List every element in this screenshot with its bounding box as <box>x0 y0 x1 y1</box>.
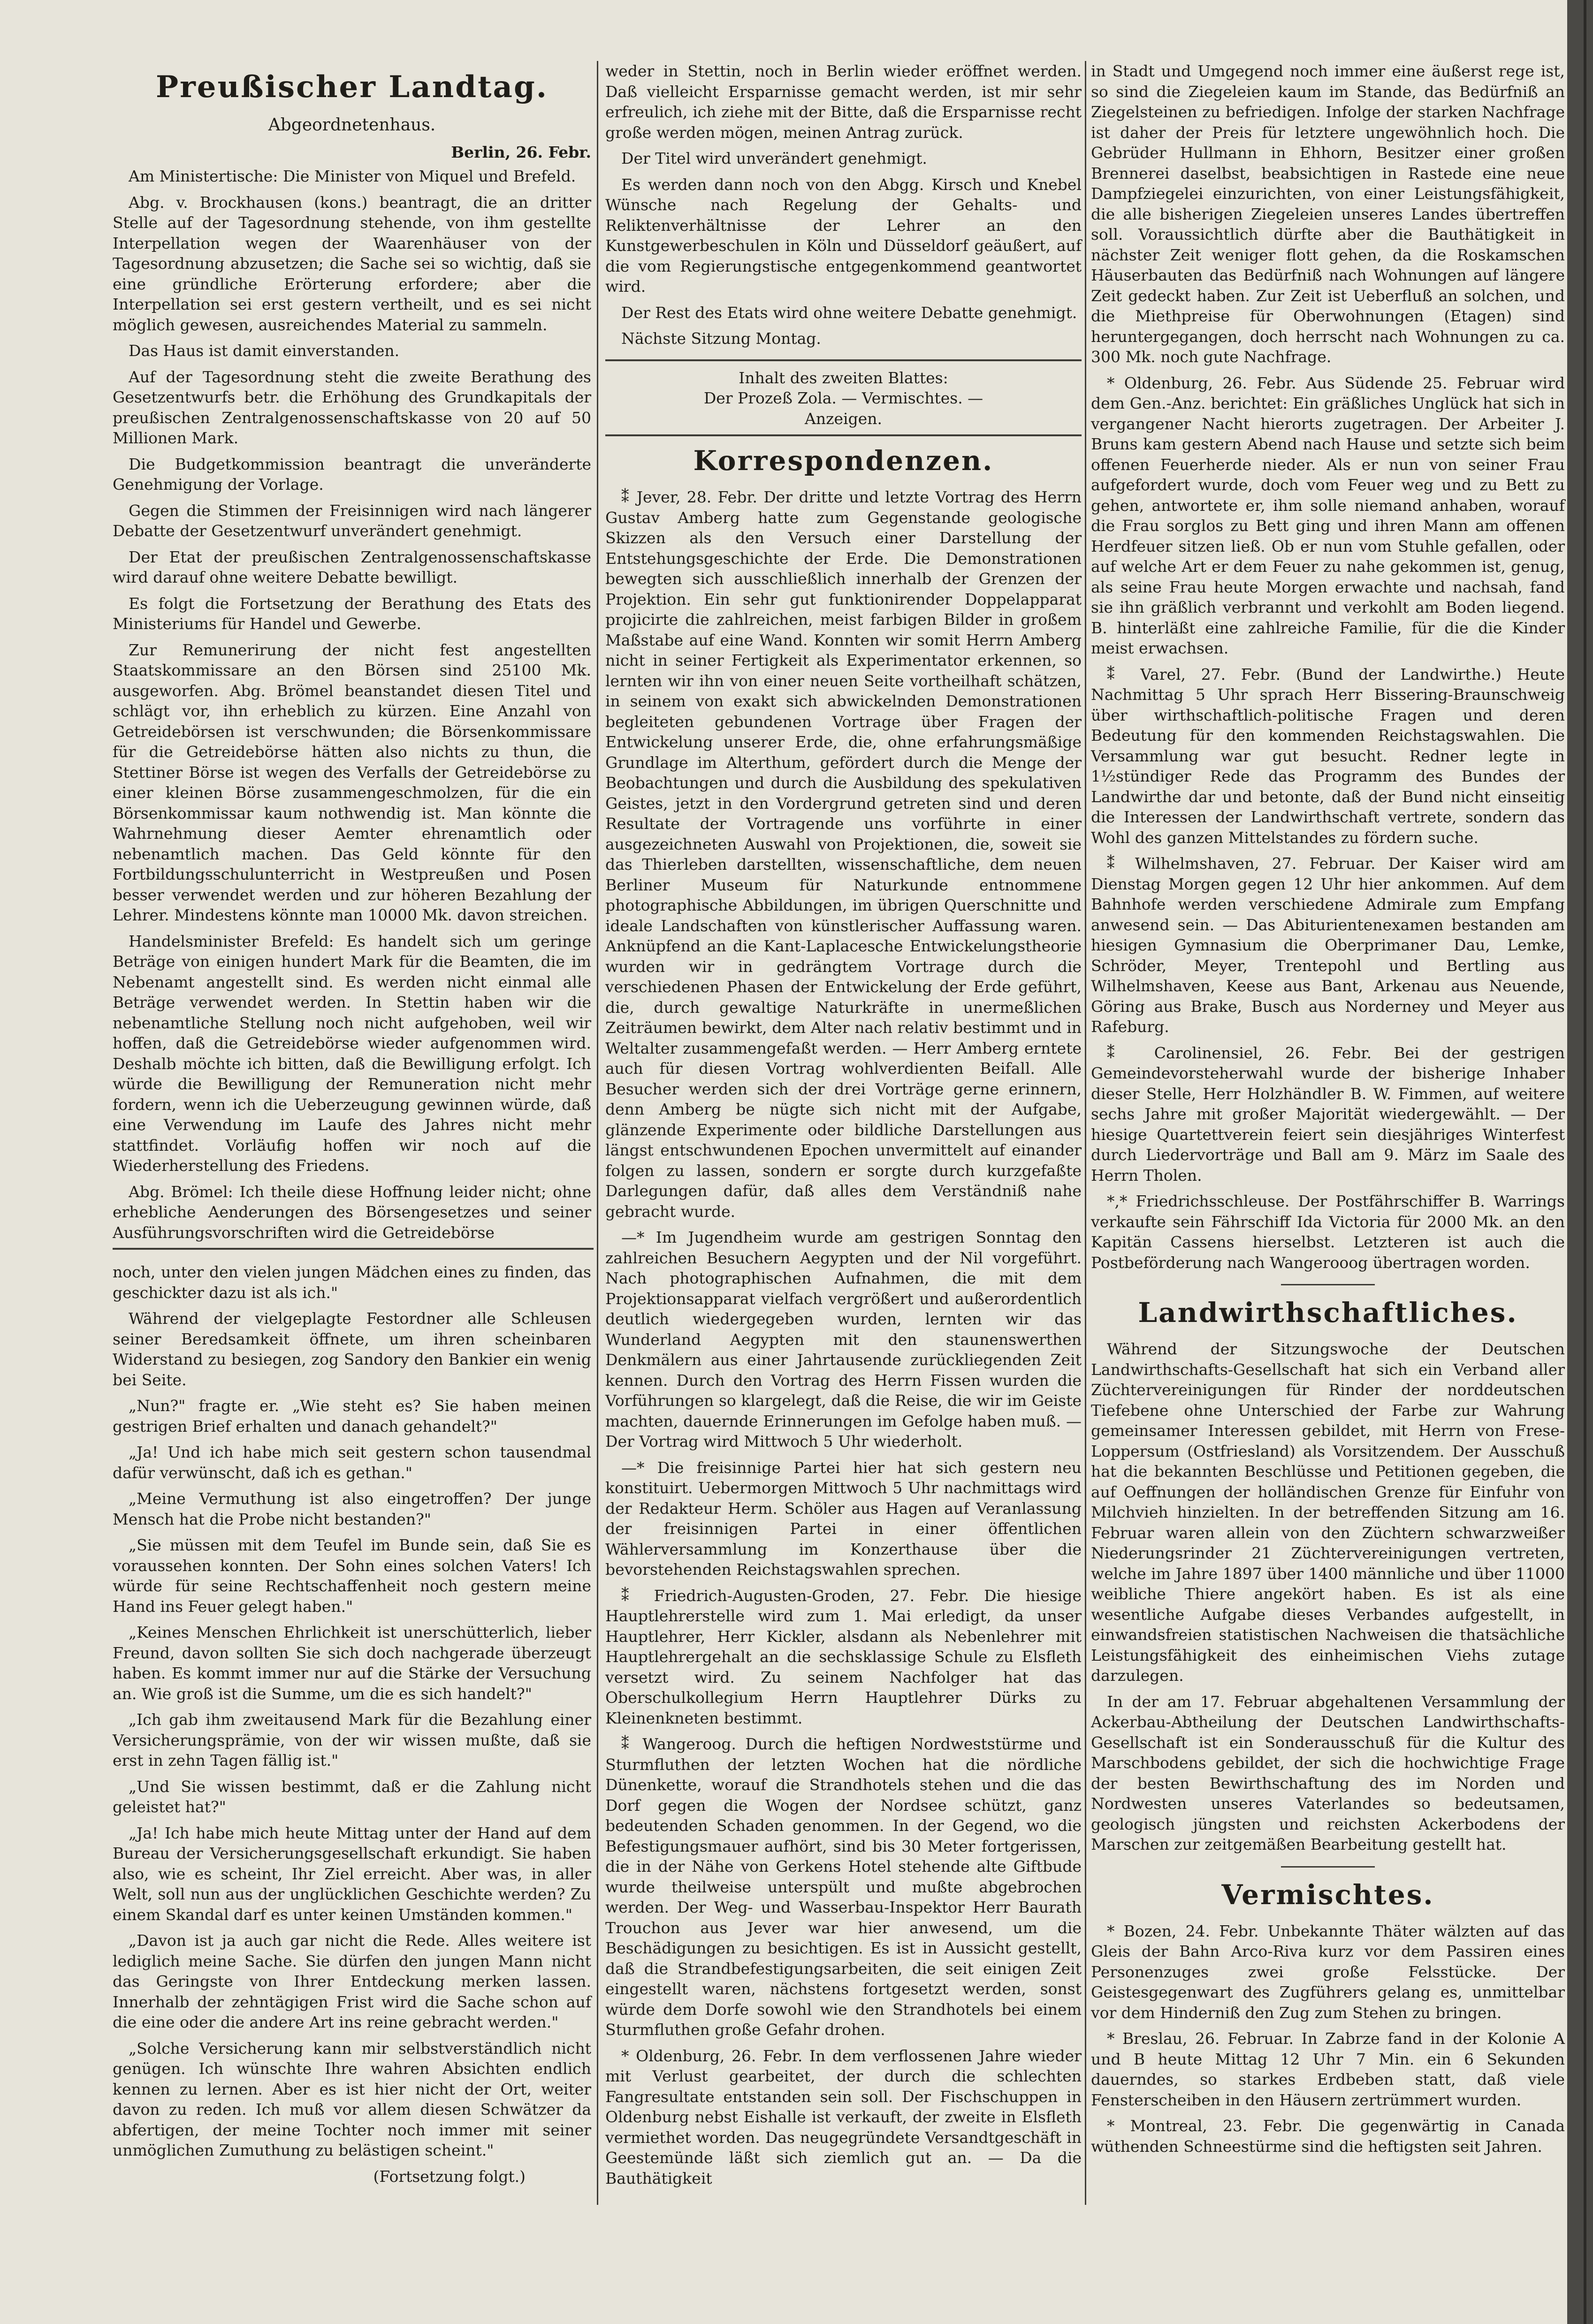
article-paragraph: ⁑ Carolinensiel, 26. Febr. Bei der gestrigen Gemeindevorsteherwahl wurde der bisherige Inhaber dieser Stelle, Herr Holzhändler B. W. Fimmen, auf weitere sechs Jahre mit großer Majorität wiedergewählt. — Der hiesige Quartettverein feiert sein diesjähriges Winterfest durch Liedervorträge und Ball am 9. März im Saale des Herrn Tholen. <box>1091 1043 1565 1185</box>
article-paragraph: Abg. v. Brockhausen (kons.) beantragt, die an dritter Stelle auf der Tagesordnung stehende, von ihm gestellte Interpellation wegen der Waarenhäuser von der Tagesordnung abzusetzen; die Sache sei so wichtig, daß sie eine gründliche Erörterung erfordere; aber die Interpellation sei erst gestern vertheilt, und es sei nicht möglich gewesen, ausreichendes Material zu sammeln. <box>113 193 591 334</box>
article-paragraph: Zur Remunerirung der nicht fest angestellten Staatskommissare an den Börsen sind 25100 Mk. ausgeworfen. Abg. Brömel beanstandet diesen Titel und schlägt vor, ihn erheblich zu kürzen. Eine Anzahl von Getreidebörsen ist verschwunden; die Börsenkommissare für die Getreidebörse hätten also nichts zu thun, die Stettiner Börse ist wegen des Verfalls der Getreidebörse zu einer kleinen Börse zusammengeschmolzen, für die ein Börsenkommissar kaum nothwendig ist. Man könnte die Wahrnehmung dieser Aemter ehrenamtlich oder nebenamtlich machen. Das Geld könnte für den Fortbildungsschulunterricht in Westpreußen und Posen besser verwendet werden und zur höheren Bezahlung der Lehrer. Mindestens könnte man 10000 Mk. davon streichen. <box>113 640 591 924</box>
contents-line: Anzeigen. <box>805 409 882 428</box>
feuilleton-paragraph: „Solche Versicherung kann mir selbstverständlich nicht genügen. Ich wünschte Ihre wahren Absichten endlich kennen zu lernen. Aber es ist hier nicht der Ort, weiter davon zu reden. Ich muß vor allem diesen Schwätzer da abfertigen, der meine Tochter noch immer mit seiner unmöglichen Zumuthung zu belästigen scheint." <box>113 2039 591 2159</box>
landwirthschaft-heading: Landwirthschaftliches. <box>1138 1297 1518 1329</box>
landtag-dateline: Berlin, 26. Febr. <box>451 143 591 161</box>
vermischtes-heading: Vermischtes. <box>1221 1878 1434 1911</box>
article-paragraph: ⁑ Varel, 27. Febr. (Bund der Landwirthe.) Heute Nachmittag 5 Uhr sprach Herr Bissering-Braunschweig über wirthschaftlich-politische Fragen und deren Bedeutung für den kommenden Reichstagswahlen. Die Versammlung war gut besucht. Redner legte in 1½stündiger Rede das Programm des Bundes der Landwirthe dar und betonte, daß der Bund nicht einseitig die Interessen der Landwirthschaft vertrete, sondern das Wohl des ganzen Mittelstandes zu fördern suche. <box>1091 665 1565 847</box>
article-paragraph: * Breslau, 26. Februar. In Zabrze fand in der Kolonie A und B heute Mittag 12 Uhr 7 Min. ein 6 Sekunden dauerndes, so starkes Erdbeben statt, daß viele Fensterscheiben in den Häusern zertrümmert wurden. <box>1091 2029 1565 2109</box>
article-paragraph: ⁑ Wilhelmshaven, 27. Februar. Der Kaiser wird am Dienstag Morgen gegen 12 Uhr hier ankommen. Auf dem Bahnhofe werden verschiedene Admirale zum Empfang anwesend sein. — Das Abiturientenexamen bestanden am hiesigen Gymnasium die Oberprimaner Dau, Lemke, Schröder, Meyer, Trentepohl und Bertling aus Wilhelmshaven, Keese aus Bant, Arkenau aus Neuende, Göring aus Brake, Busch aus Norderney und Meyer aus Rafeburg. <box>1091 854 1565 1036</box>
landtag-subheading: Abgeordnetenhaus. <box>268 115 436 135</box>
article-paragraph: Die Budgetkommission beantragt die unveränderte Genehmigung der Vorlage. <box>113 455 591 494</box>
article-paragraph: in Stadt und Umgegend noch immer eine äußerst rege ist, so sind die Ziegeleien kaum im Stande, das Bedürfniß an Ziegelsteinen zu befriedigen. Infolge der starken Nachfrage ist daher der Preis für letztere ungewöhnlich hoch. Die Gebrüder Hullmann in Ehhorn, Besitzer einer großen Brennerei daselbst, beabsichtigen in Rastede eine neue Dampfziegelei einzurichten, von einer Leistungsfähigkeit, die alle bisherigen Ziegeleien unseres Landes übertreffen soll. Voraussichtlich dürfte aber die Bauthätigkeit in nächster Zeit weniger flott gehen, da die Roskamschen Häuserbauten das Bedürfniß nach Wohnungen auf längere Zeit gedeckt haben. Zur Zeit ist Ueberfluß an solchen, und die Miethpreise für Oberwohnungen (Etagen) sind heruntergegangen, doch herrscht nach Wohnungen zu ca. 300 Mk. noch gute Nachfrage. <box>1091 62 1565 366</box>
column-rule <box>1085 61 1086 2205</box>
article-paragraph: *,* Friedrichsschleuse. Der Postfährschiffer B. Warrings verkaufte sein Fährschiff Ida Victoria für 2000 Mk. an den Kapitän Cassens hierselbst. Letzteren ist auch die Postbeförderung nach Wangerooog übertragen worden. <box>1091 1192 1565 1272</box>
feuilleton-paragraph: noch, unter den vielen jungen Mädchen eines zu finden, das geschickter dazu ist als ich." <box>113 1263 591 1302</box>
column-3 <box>1091 61 1565 2200</box>
feuilleton-paragraph: „Ja! Und ich habe mich seit gestern schon tausendmal dafür verwünscht, daß ich es gethan." <box>113 1443 591 1482</box>
article-paragraph: Abg. Brömel: Ich theile diese Hoffnung leider nicht; ohne erhebliche Aenderungen des Börsengesetzes und seiner Ausführungsvorschriften wird die Getreidebörse <box>113 1182 591 1242</box>
article-paragraph: * Oldenburg, 26. Febr. In dem verflossenen Jahre wieder mit Verlust gearbeitet, der durch die schlechten Fangresultate entstanden sein soll. Der Fischschuppen in Oldenburg nebst Eishalle ist verkauft, der zweite in Elsfleth vermiethet worden. Das neugegründete Versandtgeschäft in Geestemünde läßt sich ziemlich gut an. — Da die Bauthätigkeit <box>605 2046 1082 2187</box>
article-paragraph: Am Ministertische: Die Minister von Miquel und Brefeld. <box>129 167 576 185</box>
article-paragraph: —* Die freisinnige Partei hier hat sich gestern neu konstituirt. Uebermorgen Mittwoch 5 Uhr nachmittags wird der Redakteur Herm. Schöler aus Hagen auf Veranlassung der freisinnigen Partei in einer öffentlichen Wählerversammlung im Konzerthause über die bevorstehenden Reichstagswahlen sprechen. <box>605 1458 1082 1579</box>
feuilleton-paragraph: „Meine Vermuthung ist also eingetroffen? Der junge Mensch hat die Probe nicht bestanden?" <box>113 1489 591 1528</box>
article-paragraph: ⁑ Wangeroog. Durch die heftigen Nordweststürme und Sturmfluthen der letzten Wochen hat die nördliche Dünenkette, worauf die Strandhotels stehen und die das Dorf gegen die Wogen der Nordsee schützt, ganz bedeutenden Schaden genommen. In der Gegend, wo die Befestigungsmauer aufhört, sind bis 30 Meter fortgerissen, die in der Nähe von Gerkens Hotel stehende alte Giftbude wurde theilweise unterspült und mußte abgebrochen werden. Der Weg- und Wasserbau-Inspektor Herr Baurath Trouchon aus Jever war hier anwesend, um die Beschädigungen zu besichtigen. Es ist in Aussicht gestellt, daß die Strandbefestigungsarbeiten, die seit einigen Zeit eingestellt waren, nächstens fortgesetzt werden, sonst würde dem Dorfe sowohl wie den Strandhotels bei einem Sturmfluthen große Gefahr drohen. <box>605 1735 1082 2039</box>
article-paragraph: Der Titel wird unverändert genehmigt. <box>621 149 927 167</box>
feuilleton-paragraph: „Sie müssen mit dem Teufel im Bunde sein, daß Sie es voraussehen konnten. Der Sohn eines solchen Vaters! Ich würde für seine Rechtschaffenheit noch gestern meine Hand ins Feuer gelegt haben." <box>113 1536 591 1616</box>
article-paragraph: Es folgt die Fortsetzung der Berathung des Etats des Ministeriums für Handel und Gewerbe. <box>113 594 591 633</box>
article-paragraph: In der am 17. Februar abgehaltenen Versammlung der Ackerbau-Abtheilung der Deutschen Landwirthschafts-Gesellschaft ist ein Sonderausschuß für die Kultur des Marschbodens gebildet, der sich die hochwichtige Frage der besten Bewirthschaftung des im Norden und Nordwesten unseres Vaterlandes so bedeutsamen, geologisch jüngsten und reichsten Ackerbodens der Marschen zur zeitgemäßen Bearbeitung gestellt hat. <box>1091 1692 1565 1853</box>
article-paragraph: ⁑ Jever, 28. Febr. Der dritte und letzte Vortrag des Herrn Gustav Amberg hatte zum Gegenstande geologische Skizzen als den Versuch einer Darstellung der Entstehungsgeschichte der Erde. Die Demonstrationen bewegten sich ausschließlich innerhalb der Grenzen der Projektion. Ein sehr gut funktionirender Doppelapparat projicirte die zahlreichen, meist farbigen Bilder in großem Maßstabe auf eine Wand. Konnten wir somit Herrn Amberg nicht in seiner Fertigkeit als Experimentator erkennen, so lernten wir ihn von einer neuen Seite vortheilhaft schätzen, in seinem von exakt sich abwickelnden Demonstrationen begleiteten gebundenen Vortrage über Fragen der Entwickelung unserer Erde, die, ohne erfahrungsmäßige Grundlage im Alterthum, gefördert durch die Menge der Beobachtungen und durch die Ausbildung des spekulativen Geistes, jetzt in den Vordergrund getreten sind und deren Resultate der Vortragende uns vorführte in einer ausgezeichneten Auswahl von Projektionen, die, soweit sie das Thierleben darstellten, wissenschaftliche, dem neuen Berliner Museum für Naturkunde entnommene photographische Abbildungen, im übrigen Querschnitte und ideale Landschaften von künstlerischer Auffassung waren. Anknüpfend an die Kant-Laplacesche Entwickelungstheorie wurden wir in gedrängtem Vortrage durch die verschiedenen Phasen der Entwickelung der Erde geführt, die, durch gewaltige Naturkräfte in unermeßlichen Zeiträumen bewirkt, dem Alter nach relativ bestimmt und in Weltalter zusammengefaßt werden. — Herr Amberg erntete auch für diesen Vortrag wohlverdienten Beifall. Alle Besucher werden sich der drei Vorträge gerne erinnern, denn Amberg be nügte sich nicht mit der Aufgabe, glänzende Experimente oder bildliche Darstellungen aus längst entschwundenen Epochen unvermittelt auf einander folgen zu lassen, sondern er sorgte durch kurzgefaßte Darlegungen dafür, daß alles dem Verständniß nahe gebracht wurde. <box>605 488 1082 1221</box>
feuilleton-paragraph: „Ja! Ich habe mich heute Mittag unter der Hand auf dem Bureau der Versicherungsgesellschaft erkundigt. Sie haben also, wie es scheint, Ihr Ziel erreicht. Aber was, in aller Welt, soll nun aus der unglücklichen Geschichte werden? Zu einem Skandal darf es unter keinen Umständen kommen." <box>113 1823 591 1924</box>
article-paragraph: Nächste Sitzung Montag. <box>621 329 821 348</box>
article-paragraph: ⁑ Friedrich-Augusten-Groden, 27. Febr. Die hiesige Hauptlehrerstelle wird zum 1. Mai erledigt, da unser Hauptlehrer, Herr Kickler, alsdann als Nebenlehrer mit Hauptlehrergehalt an die sechsklassige Schule zu Elsfleth versetzt wird. Zu seinem Nachfolger hat das Oberschulkollegium Herrn Hauptlehrer Dürks zu Kleinenkneten bestimmt. <box>605 1586 1082 1727</box>
contents-line: Der Prozeß Zola. — Vermischtes. — <box>703 389 983 407</box>
article-paragraph: Es werden dann noch von den Abgg. Kirsch und Knebel Wünsche nach Regelung der Gehalts- und Reliktenverhältnisse der Lehrer an den Kunstgewerbeschulen in Köln und Düsseldorf geäußert, auf die vom Regierungstische entgegenkommend geantwortet wird. <box>605 175 1082 296</box>
feuilleton-paragraph: „Ich gab ihm zweitausend Mark für die Bezahlung einer Versicherungsprämie, von der wir wissen mußte, daß sie erst in zehn Tagen fällig ist." <box>113 1710 591 1770</box>
feuilleton-paragraph: Während der vielgeplagte Festordner alle Schleusen seiner Beredsamkeit öffnete, um ihren scheinbaren Widerstand zu besiegen, zog Sandory den Bankier ein wenig bei Seite. <box>113 1309 591 1389</box>
article-paragraph: weder in Stettin, noch in Berlin wieder eröffnet werden. Daß vielleicht Ersparnisse gemacht werden, ist mir sehr erfreulich, ich ziehe mit der Bitte, daß die Ersparnisse recht große werden mögen, meinen Antrag zurück. <box>605 62 1082 142</box>
article-paragraph: Der Rest des Etats wird ohne weitere Debatte genehmigt. <box>621 303 1077 322</box>
article-paragraph: * Bozen, 24. Febr. Unbekannte Thäter wälzten auf das Gleis der Bahn Arco-Riva kurz vor dem Passiren eines Personenzuges zwei große Felsstücke. Der Geistesgegenwart des Zugführers gelang es, unmittelbar vor dem Hinderniß den Zug zum Stehen zu bringen. <box>1091 1921 1565 2022</box>
feuilleton-separator <box>113 1248 594 1250</box>
article-paragraph: Auf der Tagesordnung steht die zweite Berathung des Gesetzentwurfs betr. die Erhöhung des Grundkapitals der preußischen Zentralgenossenschaftskasse von 20 auf 50 Millionen Mark. <box>113 367 591 447</box>
scan-edge-strip <box>1567 0 1593 2324</box>
landtag-heading: Preußischer Landtag. <box>155 69 549 105</box>
section-divider <box>1281 1866 1375 1868</box>
section-divider <box>1281 1284 1375 1285</box>
column-2 <box>605 61 1082 2200</box>
article-paragraph: —* Im Jugendheim wurde am gestrigen Sonntag den zahlreichen Besuchern Aegypten und der Nil vorgeführt. Nach photographischen Aufnahmen, die mit dem Projektionsapparat vielfach vergrößert und außerordentlich deutlich wiedergegeben wurden, lernten wir das Wunderland Aegypten mit den staunenswerthen Denkmälern aus einer Jahrtausende zurückliegenden Zeit kennen. Durch den Vortrag des Herrn Fissen wurden die Vorführungen so klargelegt, daß die Reise, die wir im Geiste machten, dauernde Erinnerungen im Gefolge haben muß. — Der Vortrag wird Mittwoch 5 Uhr wiederholt. <box>605 1228 1082 1451</box>
article-paragraph: Gegen die Stimmen der Freisinnigen wird nach längerer Debatte der Gesetzentwurf unverändert genehmigt. <box>113 501 591 540</box>
column-1 <box>113 61 591 1242</box>
column-rule <box>597 61 598 2205</box>
article-paragraph: * Oldenburg, 26. Febr. Aus Südende 25. Februar wird dem Gen.-Anz. berichtet: Ein gräßliches Unglück hat sich in vergangener Nacht hierorts zugetragen. Der Arbeiter J. Bruns kam gestern Abend nach Hause und setzte sich beim offenen Feuerherde nieder. Als er nun von seiner Frau aufgefordert wurde, doch vom Feuer weg und zu Bett zu gehen, antwortete er, ihm solle niemand anhaben, worauf die Frau sorglos zu Bett ging und ihren Mann am offenen Herdfeuer sitzen ließ. Ob er nun vom Stuhle gefallen, oder auf welche Art er dem Feuer zu nahe gekommen ist, genug, als seine Frau heute Morgen erwachte und nachsah, fand sie ihn gräßlich verbrannt und verkohlt am Boden liegend. B. hinterläßt eine zahlreiche Familie, für die die Kinder meist erwachsen. <box>1091 373 1565 657</box>
feuilleton-column <box>113 1262 591 2195</box>
article-paragraph: Das Haus ist damit einverstanden. <box>129 342 400 360</box>
article-paragraph: * Montreal, 23. Febr. Die gegenwärtig in Canada wüthenden Schneestürme sind die heftigsten seit Jahren. <box>1091 2117 1565 2156</box>
article-paragraph: Während der Sitzungswoche der Deutschen Landwirthschafts-Gesellschaft hat sich ein Verband aller Züchtervereinigungen für Rinder der norddeutschen Tiefebene ohne Unterschied der Farbe zur Wahrung gemeinsamer Interessen gebildet, mit Herrn von Frese-Loppersum (Ostfriesland) als Vorsitzendem. Der Ausschuß hat die bekannten Beschlüsse und Petitionen gegeben, die auf Oeffnungen der holländischen Grenze für Einfuhr von Milchvieh hinzielten. In der betreffenden Sitzung am 16. Februar waren allein von den Züchtern schwarzweißer Niederungsrinder 21 Züchtervereinigungen vertreten, welche im Jahre 1897 über 1400 männliche und über 11000 weibliche Thiere angekört haben. Es ist als eine wesentliche Aufgabe dieses Verbandes aufgestellt, in einwandsfreien statistischen Nachweisen die thatsächliche Leistungsfähigkeit des einheimischen Viehs zutage darzulegen. <box>1091 1340 1565 1685</box>
contents-box <box>605 359 1082 437</box>
korrespondenzen-heading: Korrespondenzen. <box>693 445 994 477</box>
page-fold-line <box>1584 0 1586 2324</box>
contents-line: Inhalt des zweiten Blattes: <box>739 368 948 387</box>
feuilleton-paragraph: „Davon ist ja auch gar nicht die Rede. Alles weitere ist lediglich meine Sache. Sie dürfen den jungen Mann nicht das Geringste von Ihrer Entdeckung merken lassen. Innerhalb der zehntägigen Frist wird die Sache schon auf die eine oder die andere Art ins reine gebracht werden." <box>113 1931 591 2031</box>
feuilleton-paragraph: „Nun?" fragte er. „Wie steht es? Sie haben meinen gestrigen Brief erhalten und danach gehandelt?" <box>113 1397 591 1435</box>
feuilleton-paragraph: „Und Sie wissen bestimmt, daß er die Zahlung nicht geleistet hat?" <box>113 1777 591 1816</box>
feuilleton-paragraph: „Keines Menschen Ehrlichkeit ist unerschütterlich, lieber Freund, davon sollten Sie sich doch nachgerade überzeugt haben. Es kommt immer nur auf die Stärke der Versuchung an. Wie groß ist die Summe, um die es sich handelt?" <box>113 1623 591 1703</box>
article-paragraph: Der Etat der preußischen Zentralgenossenschaftskasse wird darauf ohne weitere Debatte bewilligt. <box>113 547 591 586</box>
continuation-note: (Fortsetzung folgt.) <box>373 2167 526 2186</box>
article-paragraph: Handelsminister Brefeld: Es handelt sich um geringe Beträge von einigen hundert Mark für die Beamten, die im Nebenamt angestellt sind. Es werden nicht einmal alle Beträge verwendet werden. In Stettin haben wir die nebenamtliche Stellung noch nicht aufgehoben, weil wir hoffen, daß die Getreidebörse wieder aufgenommen wird. Deshalb möchte ich bitten, daß die Bewilligung erfolgt. Ich würde die Bewilligung der Remuneration nicht mehr fordern, wenn ich die Ueberzeugung gewinnen würde, daß eine Verwendung im Laufe des Jahres nicht mehr stattfindet. Vorläufig hoffen wir noch auf die Wiederherstellung des Friedens. <box>113 932 591 1175</box>
